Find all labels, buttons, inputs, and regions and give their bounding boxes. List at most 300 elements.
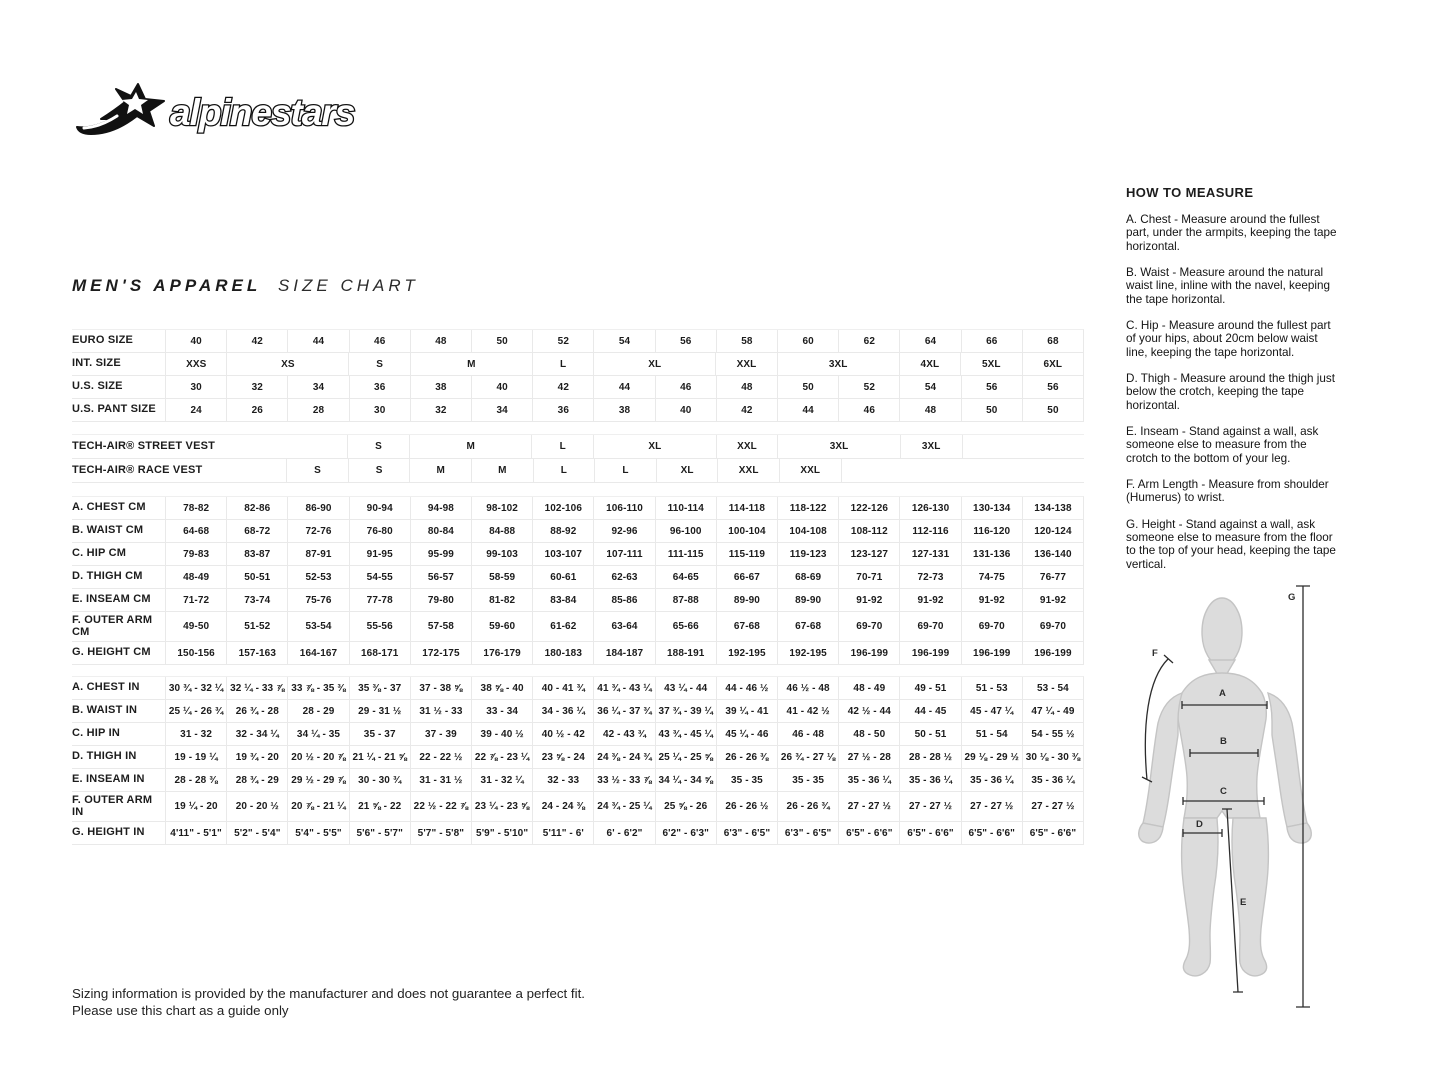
table-cell: 104-108 xyxy=(777,520,838,542)
title-main: MEN'S APPAREL xyxy=(72,276,262,295)
table-cell: 19 - 19 ¼ xyxy=(165,746,226,768)
table-cell: 31 - 32 xyxy=(165,723,226,745)
table-cell: 37 - 38 ⅝ xyxy=(410,677,471,699)
table-cell: XXL xyxy=(717,459,779,482)
table-cell: 34 ¼ - 35 xyxy=(287,723,348,745)
measure-instruction-height: G. Height - Stand against a wall, ask someone else to measure from the floor to the top of your head, keeping the tape vertical. xyxy=(1126,517,1336,571)
table-cell: 56 xyxy=(1022,376,1083,398)
table-cell: S xyxy=(348,353,409,375)
table-cell: XL xyxy=(656,459,718,482)
table-cell: 35 ⅜ - 37 xyxy=(349,677,410,699)
table-cell: L xyxy=(532,353,593,375)
table-cell: 67-68 xyxy=(716,612,777,641)
table-cell: S xyxy=(347,435,409,458)
table-cell: S xyxy=(286,459,348,482)
table-cell: 6XL xyxy=(1022,353,1083,375)
table-cell: 33 ⅞ - 35 ⅜ xyxy=(287,677,348,699)
table-cell: 82-86 xyxy=(226,497,287,519)
measurement-cm-row xyxy=(72,566,1084,589)
table-cell: 72-76 xyxy=(287,520,348,542)
table-cell: 30 ¾ - 32 ¼ xyxy=(165,677,226,699)
measurement-in-row xyxy=(72,746,1084,769)
table-cell: 4XL xyxy=(899,353,960,375)
table-cell: 24 xyxy=(165,399,226,421)
table-cell: 38 xyxy=(593,399,654,421)
table-cell: 40 xyxy=(165,330,226,352)
table-cell: 53 - 54 xyxy=(1022,677,1083,699)
table-cell: 50 xyxy=(961,399,1022,421)
row-label: A. CHEST CM xyxy=(72,501,146,514)
table-cell: M xyxy=(409,459,471,482)
table-cell: 69-70 xyxy=(961,612,1022,641)
table-cell: L xyxy=(533,459,595,482)
table-cell: 150-156 xyxy=(165,642,226,664)
tech-air-rows xyxy=(72,434,1084,483)
table-cell: 70-71 xyxy=(838,566,899,588)
measurements-in-rows xyxy=(72,676,1084,845)
table-cell: 122-126 xyxy=(838,497,899,519)
row-label: EURO SIZE xyxy=(72,334,134,347)
disclaimer-line2: Please use this chart as a guide only xyxy=(72,1003,289,1019)
table-cell: 131-136 xyxy=(961,543,1022,565)
table-cell: 81-82 xyxy=(471,589,532,611)
page-title xyxy=(72,276,419,296)
measure-instruction-arm: F. Arm Length - Measure from shoulder (Humerus) to wrist. xyxy=(1126,477,1329,505)
table-cell: L xyxy=(594,459,656,482)
table-cell: 27 - 27 ½ xyxy=(961,792,1022,821)
table-cell: 79-80 xyxy=(410,589,471,611)
table-cell: 48 xyxy=(716,376,777,398)
measure-instruction-inseam: E. Inseam - Stand against a wall, ask someone else to measure from the crotch to the bottom of your leg. xyxy=(1126,424,1319,465)
table-cell: 6'5" - 6'6" xyxy=(838,822,899,844)
table-cell: 46 xyxy=(655,376,716,398)
table-cell: 69-70 xyxy=(1022,612,1083,641)
measurement-cm-row xyxy=(72,642,1084,665)
table-cell: 45 ¼ - 46 xyxy=(716,723,777,745)
table-cell: 22 - 22 ½ xyxy=(410,746,471,768)
table-cell: 60 xyxy=(777,330,838,352)
alpinestars-logo xyxy=(72,80,402,142)
table-cell: 67-68 xyxy=(777,612,838,641)
table-cell: 116-120 xyxy=(961,520,1022,542)
row-label: U.S. SIZE xyxy=(72,380,123,393)
table-cell: 36 xyxy=(349,376,410,398)
table-cell: 42 xyxy=(532,376,593,398)
table-cell: 41 - 42 ½ xyxy=(777,700,838,722)
table-cell: 5'4" - 5'5" xyxy=(287,822,348,844)
table-cell: 40 ½ - 42 xyxy=(532,723,593,745)
table-cell: 69-70 xyxy=(899,612,960,641)
table-cell: 96-100 xyxy=(655,520,716,542)
label-chest: A xyxy=(1219,688,1226,699)
tech-air-row xyxy=(72,459,1084,483)
table-cell: M xyxy=(410,353,532,375)
table-cell: 31 - 31 ½ xyxy=(410,769,471,791)
table-cell: 95-99 xyxy=(410,543,471,565)
table-cell: 50-51 xyxy=(226,566,287,588)
table-cell: 112-116 xyxy=(899,520,960,542)
table-cell: XL xyxy=(593,353,715,375)
label-height: G xyxy=(1288,592,1296,603)
table-cell: 106-110 xyxy=(593,497,654,519)
table-cell: 31 - 32 ¼ xyxy=(471,769,532,791)
table-cell: XL xyxy=(593,435,715,458)
table-cell: 74-75 xyxy=(961,566,1022,588)
table-cell: 91-92 xyxy=(899,589,960,611)
table-cell: 192-195 xyxy=(777,642,838,664)
table-cell: 64-68 xyxy=(165,520,226,542)
table-cell: 48 xyxy=(410,330,471,352)
table-cell: 6'3" - 6'5" xyxy=(716,822,777,844)
table-cell: 35 - 36 ¼ xyxy=(1022,769,1083,791)
table-cell: 80-84 xyxy=(410,520,471,542)
row-label: TECH-AIR® STREET VEST xyxy=(72,439,216,452)
table-cell: 58-59 xyxy=(471,566,532,588)
table-cell: 32 - 34 ¼ xyxy=(226,723,287,745)
table-cell: 59-60 xyxy=(471,612,532,641)
table-cell: 42 xyxy=(716,399,777,421)
table-cell: 50 xyxy=(1022,399,1083,421)
measure-instruction-thigh: D. Thigh - Measure around the thigh just below the crotch, keeping the tape horizontal. xyxy=(1126,371,1335,412)
table-cell: 56 xyxy=(655,330,716,352)
table-cell: 34 xyxy=(471,399,532,421)
table-cell: 62-63 xyxy=(593,566,654,588)
table-cell: 43 ¾ - 45 ¼ xyxy=(655,723,716,745)
measurement-in-row xyxy=(72,700,1084,723)
measurement-cm-row xyxy=(72,612,1084,642)
table-cell: 36 ¼ - 37 ¾ xyxy=(593,700,654,722)
astar-icon xyxy=(77,84,164,134)
table-cell: 42 xyxy=(226,330,287,352)
measure-instruction-hip: C. Hip - Measure around the fullest part of your hips, about 20cm below waist line, keeping the tape horizontal. xyxy=(1126,318,1331,359)
table-cell: 108-112 xyxy=(838,520,899,542)
tech-air-row xyxy=(72,434,1084,459)
table-cell: 46 - 48 xyxy=(777,723,838,745)
table-cell: 51 - 53 xyxy=(961,677,1022,699)
table-cell: 22 ⅞ - 23 ¼ xyxy=(471,746,532,768)
table-cell: 32 xyxy=(410,399,471,421)
table-cell: 21 ¼ - 21 ⅝ xyxy=(349,746,410,768)
table-cell: 87-88 xyxy=(655,589,716,611)
table-cell: 46 xyxy=(838,399,899,421)
label-thigh: D xyxy=(1196,819,1203,830)
table-cell xyxy=(841,459,1084,482)
table-cell: 44 - 45 xyxy=(899,700,960,722)
table-cell: 46 ½ - 48 xyxy=(777,677,838,699)
measurement-in-row xyxy=(72,676,1084,700)
table-cell: 94-98 xyxy=(410,497,471,519)
table-cell: XXL xyxy=(715,353,776,375)
logo-wordmark: alpinestars xyxy=(170,92,355,133)
table-cell: 53-54 xyxy=(287,612,348,641)
table-cell: 48 - 49 xyxy=(838,677,899,699)
table-cell: 196-199 xyxy=(1022,642,1083,664)
measurement-cm-row xyxy=(72,496,1084,520)
table-cell: 164-167 xyxy=(287,642,348,664)
table-cell: 30 xyxy=(165,376,226,398)
table-cell: 44 xyxy=(777,399,838,421)
table-cell: 54 xyxy=(899,376,960,398)
table-cell: 75-76 xyxy=(287,589,348,611)
table-cell: XXL xyxy=(716,435,778,458)
table-cell: 28 ¾ - 29 xyxy=(226,769,287,791)
table-cell: 49 - 51 xyxy=(899,677,960,699)
table-cell: 39 - 40 ½ xyxy=(471,723,532,745)
table-cell: 196-199 xyxy=(899,642,960,664)
disclaimer-line1: Sizing information is provided by the manufacturer and does not guarantee a perfect fit. xyxy=(72,986,585,1001)
table-cell: 45 - 47 ¼ xyxy=(961,700,1022,722)
measurement-cm-row xyxy=(72,589,1084,612)
table-cell: 52 xyxy=(532,330,593,352)
table-cell: 123-127 xyxy=(838,543,899,565)
table-cell: 37 - 39 xyxy=(410,723,471,745)
table-cell: 4'11" - 5'1" xyxy=(165,822,226,844)
table-cell: M xyxy=(471,459,533,482)
table-cell: 83-84 xyxy=(532,589,593,611)
row-label: C. HIP CM xyxy=(72,547,127,560)
table-cell: 35 - 37 xyxy=(349,723,410,745)
table-cell: 26 - 26 ½ xyxy=(716,792,777,821)
table-cell: 42 ½ - 44 xyxy=(838,700,899,722)
label-waist: B xyxy=(1220,736,1227,747)
table-cell: 29 ½ - 29 ⅞ xyxy=(287,769,348,791)
table-cell: XXL xyxy=(779,459,841,482)
table-cell: 27 - 27 ½ xyxy=(838,792,899,821)
table-cell: XXS xyxy=(165,353,226,375)
label-hip: C xyxy=(1220,786,1227,797)
table-cell: 25 ¼ - 25 ⅝ xyxy=(655,746,716,768)
table-cell: 44 - 46 ½ xyxy=(716,677,777,699)
label-inseam: E xyxy=(1240,897,1247,908)
table-cell: 35 - 35 xyxy=(777,769,838,791)
table-cell: 68-69 xyxy=(777,566,838,588)
table-cell: 73-74 xyxy=(226,589,287,611)
table-cell: 57-58 xyxy=(410,612,471,641)
table-cell: 102-106 xyxy=(532,497,593,519)
table-cell: 196-199 xyxy=(838,642,899,664)
table-cell: 20 - 20 ½ xyxy=(226,792,287,821)
table-cell: 48-49 xyxy=(165,566,226,588)
table-cell: 196-199 xyxy=(961,642,1022,664)
table-cell: 31 ½ - 33 xyxy=(410,700,471,722)
table-cell: 54 - 55 ½ xyxy=(1022,723,1083,745)
row-label: INT. SIZE xyxy=(72,357,121,370)
table-cell: M xyxy=(409,435,531,458)
table-cell: 44 xyxy=(593,376,654,398)
table-cell: 42 - 43 ¾ xyxy=(593,723,654,745)
table-cell: 24 ¾ - 25 ¼ xyxy=(593,792,654,821)
table-cell: 30 ⅛ - 30 ⅜ xyxy=(1022,746,1083,768)
table-cell: 28 - 29 xyxy=(287,700,348,722)
table-cell: 44 xyxy=(287,330,348,352)
table-cell: 26 xyxy=(226,399,287,421)
table-cell: 192-195 xyxy=(716,642,777,664)
table-cell: 5'6" - 5'7" xyxy=(349,822,410,844)
table-cell: 98-102 xyxy=(471,497,532,519)
table-cell: 76-80 xyxy=(349,520,410,542)
table-cell: 35 - 36 ¼ xyxy=(961,769,1022,791)
table-cell: 89-90 xyxy=(716,589,777,611)
table-cell: 23 ¼ - 23 ⅝ xyxy=(471,792,532,821)
table-cell: 25 ⅝ - 26 xyxy=(655,792,716,821)
table-cell: 28 xyxy=(287,399,348,421)
table-cell: 79-83 xyxy=(165,543,226,565)
table-cell: 77-78 xyxy=(349,589,410,611)
table-cell: 22 ½ - 22 ⅞ xyxy=(410,792,471,821)
table-cell: 39 ¼ - 41 xyxy=(716,700,777,722)
table-cell: 88-92 xyxy=(532,520,593,542)
table-cell: 83-87 xyxy=(226,543,287,565)
table-cell xyxy=(962,435,1084,458)
table-cell: 38 ⅝ - 40 xyxy=(471,677,532,699)
table-cell: 19 ¼ - 20 xyxy=(165,792,226,821)
table-cell: 26 - 26 ¾ xyxy=(777,792,838,821)
table-cell: 100-104 xyxy=(716,520,777,542)
table-cell: 114-118 xyxy=(716,497,777,519)
table-cell: 36 xyxy=(532,399,593,421)
table-cell: 99-103 xyxy=(471,543,532,565)
size-header-row xyxy=(72,329,1084,353)
measure-instruction-waist: B. Waist - Measure around the natural waist line, inline with the navel, keeping the tape horizontal. xyxy=(1126,265,1331,306)
table-cell: 43 ¼ - 44 xyxy=(655,677,716,699)
row-label: E. INSEAM CM xyxy=(72,593,151,606)
table-cell: 37 ¾ - 39 ¼ xyxy=(655,700,716,722)
row-label: D. THIGH IN xyxy=(72,750,137,763)
table-cell: 111-115 xyxy=(655,543,716,565)
table-cell: 47 ¼ - 49 xyxy=(1022,700,1083,722)
table-cell: 29 ⅛ - 29 ½ xyxy=(961,746,1022,768)
size-header-row xyxy=(72,353,1084,376)
table-cell: 26 ¾ - 28 xyxy=(226,700,287,722)
table-cell: 48 - 50 xyxy=(838,723,899,745)
row-label: A. CHEST IN xyxy=(72,681,140,694)
table-cell: 52 xyxy=(838,376,899,398)
row-label: C. HIP IN xyxy=(72,727,121,740)
table-cell: 24 ⅜ - 24 ¾ xyxy=(593,746,654,768)
row-label: B. WAIST IN xyxy=(72,704,138,717)
table-cell: 26 ¾ - 27 ⅛ xyxy=(777,746,838,768)
measurement-in-row xyxy=(72,723,1084,746)
table-cell: 46 xyxy=(349,330,410,352)
table-cell: 30 - 30 ¾ xyxy=(349,769,410,791)
table-cell: 26 - 26 ⅜ xyxy=(716,746,777,768)
table-cell: 6'5" - 6'6" xyxy=(961,822,1022,844)
disclaimer xyxy=(72,985,585,1020)
table-cell: 115-119 xyxy=(716,543,777,565)
table-cell: 72-73 xyxy=(899,566,960,588)
table-cell: 84-88 xyxy=(471,520,532,542)
table-cell: 50 xyxy=(777,376,838,398)
table-cell: 5'7" - 5'8" xyxy=(410,822,471,844)
table-cell: 40 xyxy=(655,399,716,421)
table-cell: 32 - 33 xyxy=(532,769,593,791)
table-cell: 21 ⅝ - 22 xyxy=(349,792,410,821)
table-cell: 130-134 xyxy=(961,497,1022,519)
table-cell: 6' - 6'2" xyxy=(593,822,654,844)
table-cell: 134-138 xyxy=(1022,497,1083,519)
table-cell: 20 ½ - 20 ⅞ xyxy=(287,746,348,768)
table-cell: 40 xyxy=(471,376,532,398)
table-cell: 28 - 28 ⅜ xyxy=(165,769,226,791)
table-cell: 103-107 xyxy=(532,543,593,565)
table-cell: 65-66 xyxy=(655,612,716,641)
table-cell: 6'3" - 6'5" xyxy=(777,822,838,844)
table-cell: 87-91 xyxy=(287,543,348,565)
table-cell: 25 ¼ - 26 ¾ xyxy=(165,700,226,722)
how-to-measure-heading: HOW TO MEASURE xyxy=(1126,185,1254,200)
row-label: F. OUTER ARM CM xyxy=(72,613,153,638)
table-cell: 6'5" - 6'6" xyxy=(899,822,960,844)
measurement-cm-row xyxy=(72,520,1084,543)
table-cell: 3XL xyxy=(900,435,962,458)
size-header-row xyxy=(72,376,1084,399)
table-cell: 41 ¾ - 43 ¼ xyxy=(593,677,654,699)
table-cell: 71-72 xyxy=(165,589,226,611)
table-cell: 66 xyxy=(961,330,1022,352)
table-cell: 86-90 xyxy=(287,497,348,519)
table-cell: 119-123 xyxy=(777,543,838,565)
measurement-in-row xyxy=(72,822,1084,845)
table-cell: XS xyxy=(226,353,348,375)
table-cell: 27 ½ - 28 xyxy=(838,746,899,768)
table-cell: 64-65 xyxy=(655,566,716,588)
table-cell: 184-187 xyxy=(593,642,654,664)
measurement-in-row xyxy=(72,792,1084,822)
table-cell: 136-140 xyxy=(1022,543,1083,565)
table-cell: 6'2" - 6'3" xyxy=(655,822,716,844)
table-cell: 91-92 xyxy=(961,589,1022,611)
table-cell: 34 ¼ - 34 ⅝ xyxy=(655,769,716,791)
table-cell: 34 xyxy=(287,376,348,398)
table-cell: 180-183 xyxy=(532,642,593,664)
table-cell: 107-111 xyxy=(593,543,654,565)
table-cell: 120-124 xyxy=(1022,520,1083,542)
table-cell: 32 ¼ - 33 ⅞ xyxy=(226,677,287,699)
table-cell: 56 xyxy=(961,376,1022,398)
table-cell: L xyxy=(531,435,593,458)
size-header-rows xyxy=(72,329,1084,422)
table-cell: 66-67 xyxy=(716,566,777,588)
table-cell: 24 - 24 ⅜ xyxy=(532,792,593,821)
table-cell: 33 - 34 xyxy=(471,700,532,722)
table-cell: 126-130 xyxy=(899,497,960,519)
table-cell: 52-53 xyxy=(287,566,348,588)
table-cell: 91-92 xyxy=(1022,589,1083,611)
table-cell: 68-72 xyxy=(226,520,287,542)
table-cell: 27 - 27 ½ xyxy=(1022,792,1083,821)
row-label: E. INSEAM IN xyxy=(72,773,145,786)
table-cell: 6'5" - 6'6" xyxy=(1022,822,1083,844)
table-cell: 38 xyxy=(410,376,471,398)
table-cell: 35 - 36 ¼ xyxy=(899,769,960,791)
table-cell: 49-50 xyxy=(165,612,226,641)
table-cell: 23 ⅝ - 24 xyxy=(532,746,593,768)
table-cell: 5'2" - 5'4" xyxy=(226,822,287,844)
table-cell: 32 xyxy=(226,376,287,398)
table-cell: 51-52 xyxy=(226,612,287,641)
table-cell: 56-57 xyxy=(410,566,471,588)
row-label: G. HEIGHT IN xyxy=(72,826,145,839)
table-cell: 110-114 xyxy=(655,497,716,519)
row-label: F. OUTER ARM IN xyxy=(72,793,153,818)
row-label: G. HEIGHT CM xyxy=(72,646,151,659)
table-cell: 51 - 54 xyxy=(961,723,1022,745)
measurement-cm-row xyxy=(72,543,1084,566)
table-cell: 127-131 xyxy=(899,543,960,565)
row-label: D. THIGH CM xyxy=(72,570,143,583)
table-cell: 172-175 xyxy=(410,642,471,664)
table-cell: 91-92 xyxy=(838,589,899,611)
